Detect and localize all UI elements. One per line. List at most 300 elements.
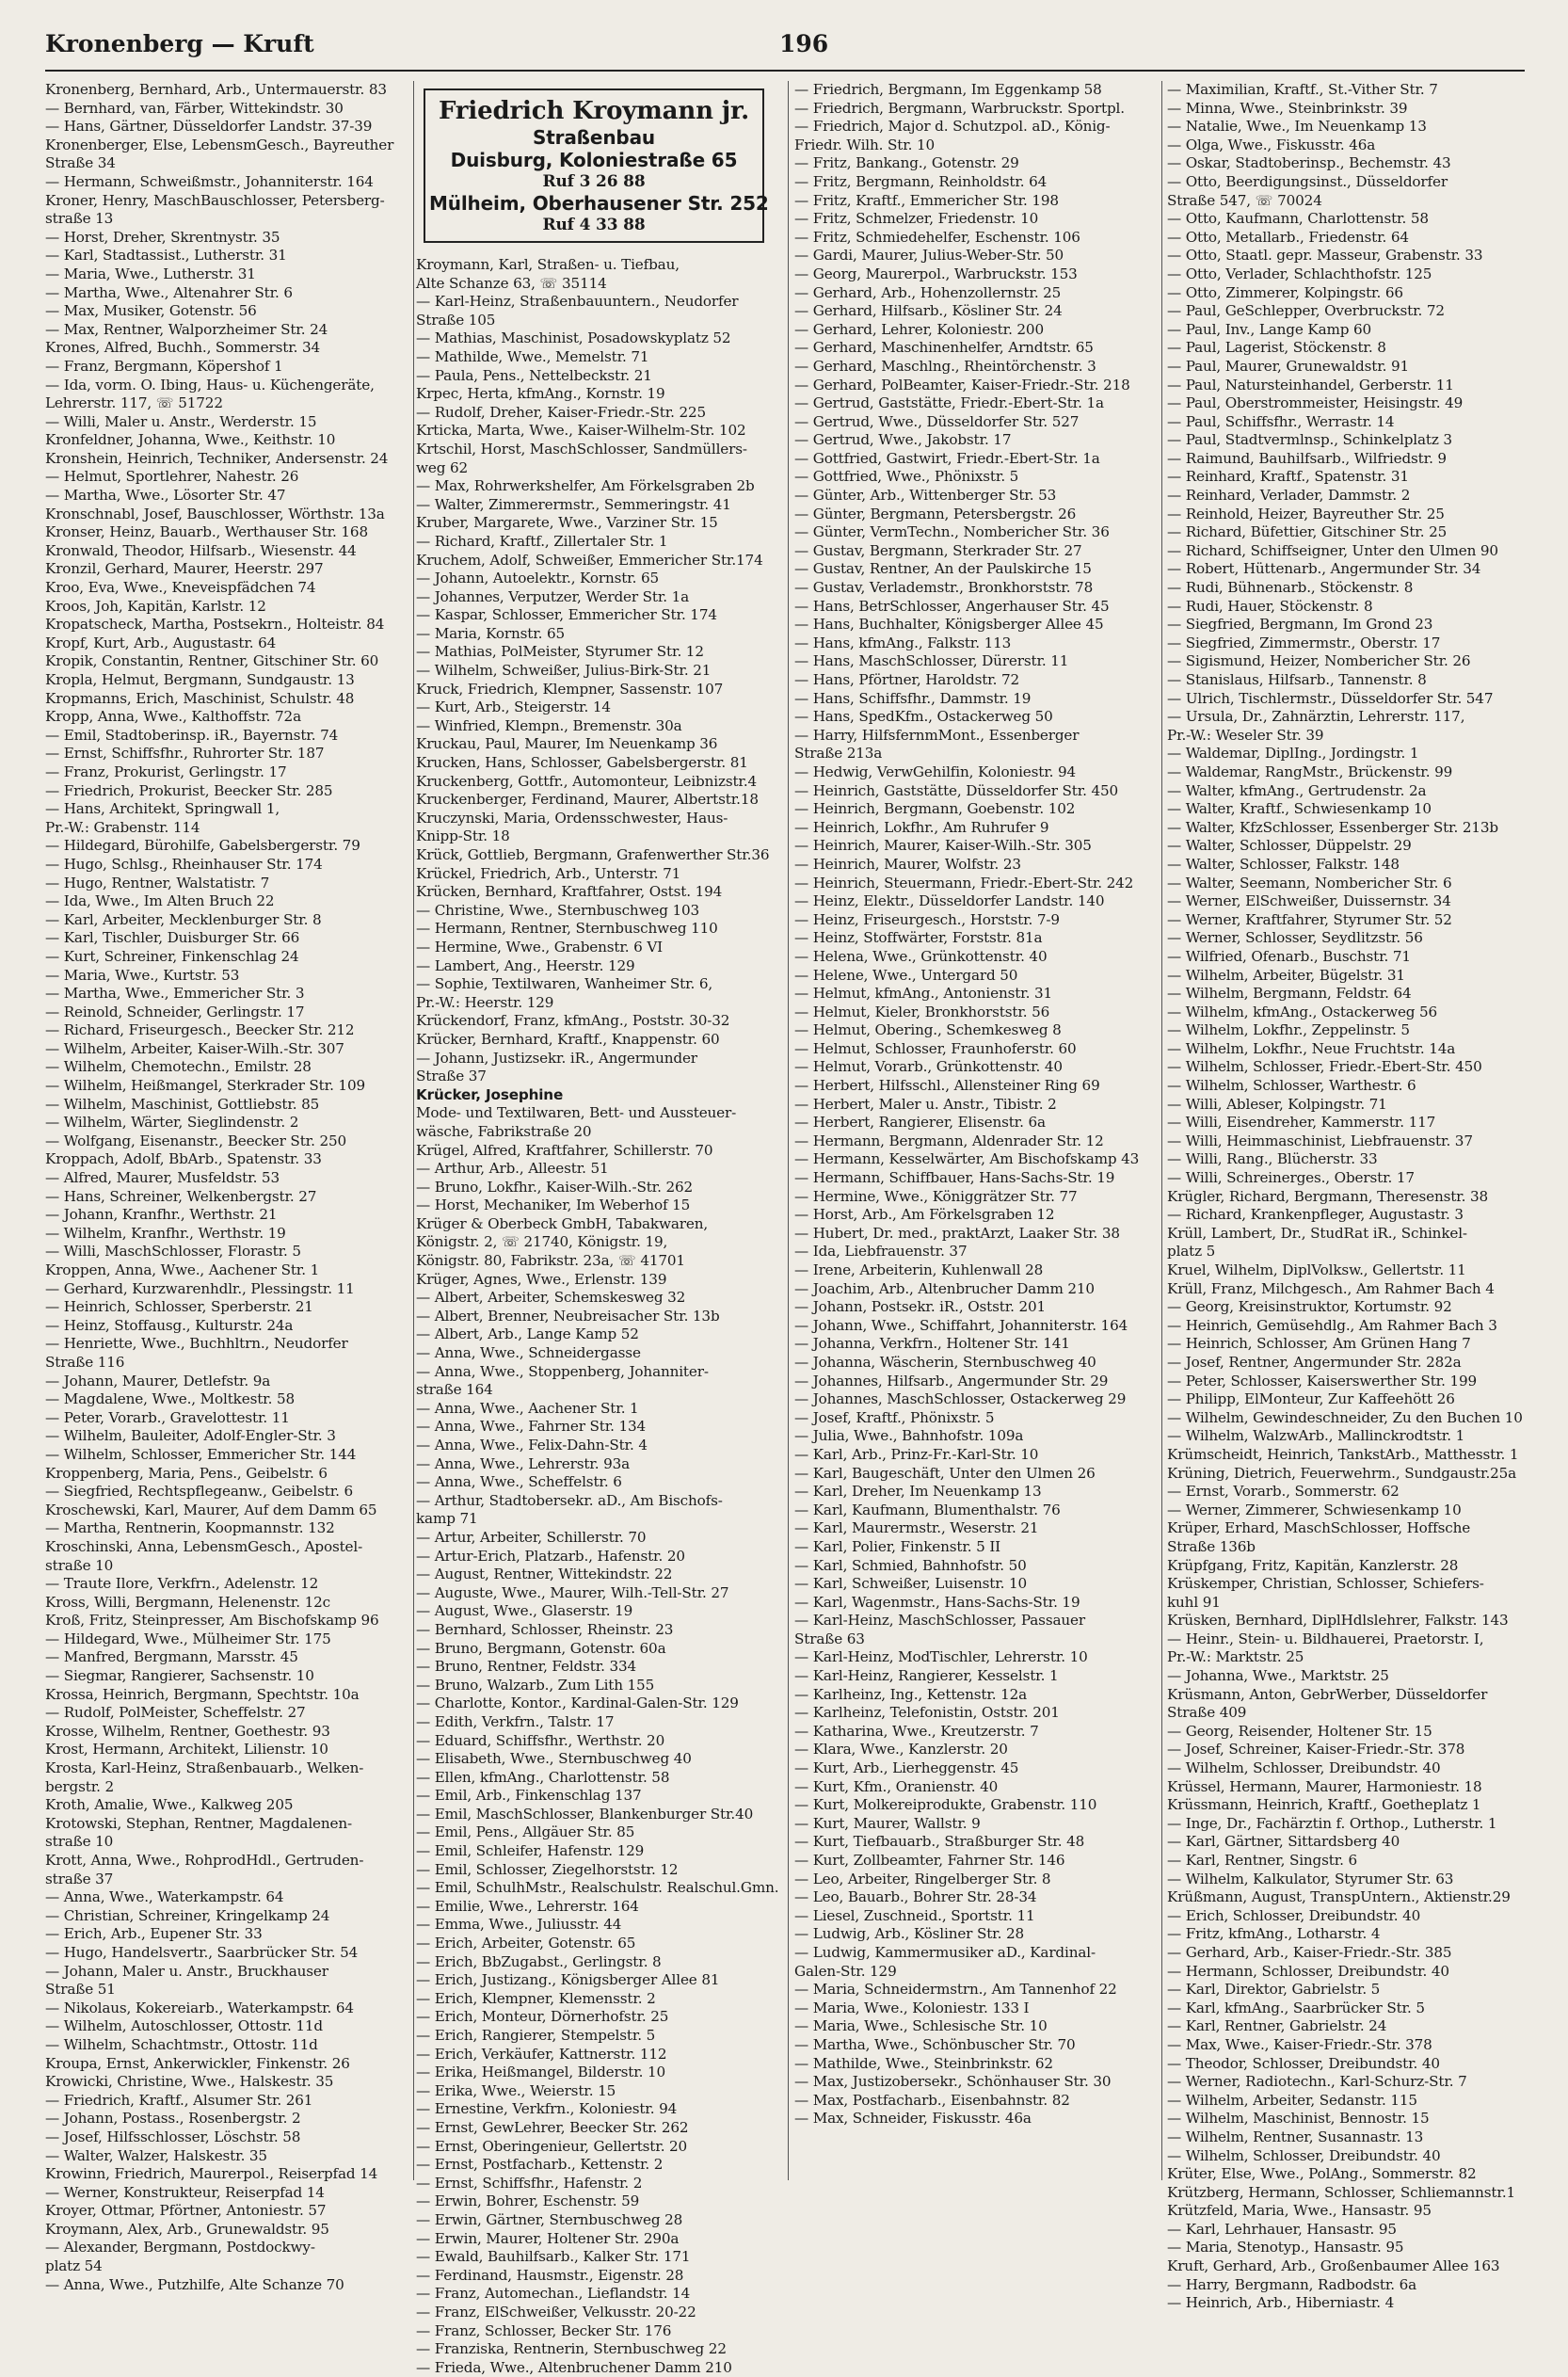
directory-entry: — Wilhelm, Bauleiter, Adolf-Engler-Str. 3: [45, 1427, 336, 1445]
directory-entry: — Hans, MaschSchlosser, Dürerstr. 11: [794, 652, 1069, 670]
directory-entry: — Karl, Schweißer, Luisenstr. 10: [794, 1575, 1028, 1593]
directory-entry: Kronser, Heinz, Bauarb., Werthauser Str. 168: [45, 523, 368, 541]
directory-entry: — Peter, Schlosser, Kaiserswerther Str. 199: [1167, 1372, 1477, 1389]
directory-entry: — Raimund, Bauhilfsarb., Wilfriedstr. 9: [1167, 449, 1447, 467]
directory-entry: — Johanna, Wwe., Marktstr. 25: [1167, 1667, 1389, 1685]
directory-entry: — Max, Musiker, Gotenstr. 56: [45, 302, 257, 320]
directory-entry: — Friedrich, Bergmann, Warbruckstr. Sportpl.: [794, 99, 1125, 117]
directory-entry: Kroyer, Ottmar, Pförtner, Antoniestr. 57: [45, 2202, 327, 2220]
directory-entry: platz 5: [1167, 1243, 1216, 1261]
page-number: 196: [779, 30, 829, 57]
directory-entry: Krossa, Heinrich, Bergmann, Spechtstr. 10a: [45, 1685, 360, 1703]
directory-entry: — Emilie, Wwe., Lehrerstr. 164: [416, 1897, 639, 1915]
directory-entry: — Artur-Erich, Platzarb., Hafenstr. 20: [416, 1547, 685, 1565]
directory-entry: — Liesel, Zuschneid., Sportstr. 11: [794, 1906, 1035, 1924]
directory-entry: — Willi, MaschSchlosser, Florastr. 5: [45, 1243, 301, 1261]
directory-entry: — Fritz, Schmiedehelfer, Eschenstr. 106: [794, 228, 1080, 246]
directory-entry: Krüssel, Hermann, Maurer, Harmoniestr. 18: [1167, 1777, 1482, 1795]
directory-entry: — Ida, vorm. O. Ibing, Haus- u. Küchengeräte,: [45, 376, 375, 393]
directory-entry: — Karl, Gärtner, Sittardsberg 40: [1167, 1833, 1400, 1851]
directory-entry: Galen-Str. 129: [794, 1962, 897, 1980]
directory-entry: Pr.-W.: Marktstr. 25: [1167, 1648, 1304, 1666]
directory-entry: Krüskemper, Christian, Schlosser, Schiefers-: [1167, 1575, 1484, 1593]
directory-entry: — Anna, Wwe., Aachener Str. 1: [416, 1399, 639, 1417]
directory-entry: Kronshein, Heinrich, Techniker, Andersenstr. 24: [45, 449, 389, 467]
directory-entry: — Inge, Dr., Fachärztin f. Orthop., Lutherstr. 1: [1167, 1814, 1497, 1832]
directory-entry: — Gerhard, Maschinenhelfer, Arndtstr. 65: [794, 339, 1094, 357]
directory-entry: — Heinrich, Lokfhr., Am Ruhrufer 9: [794, 818, 1049, 836]
directory-entry: — Fritz, Bergmann, Reinholdstr. 64: [794, 172, 1048, 190]
directory-entry: — Herbert, Maler u. Anstr., Tibistr. 2: [794, 1095, 1057, 1113]
directory-entry: — Albert, Brenner, Neubreisacher Str. 13b: [416, 1307, 720, 1325]
directory-entry: — Gerhard, Hilfsarb., Kösliner Str. 24: [794, 302, 1063, 320]
directory-entry: Kroupa, Ernst, Ankerwickler, Finkenstr. 26: [45, 2054, 350, 2072]
directory-entry: — Johann, Kranfhr., Werthstr. 21: [45, 1206, 278, 1224]
directory-entry: Krügel, Alfred, Kraftfahrer, Schillerstr. 70: [416, 1141, 713, 1159]
directory-entry: — Helene, Wwe., Untergard 50: [794, 966, 1018, 984]
directory-entry: — Fritz, kfmAng., Lotharstr. 4: [1167, 1925, 1381, 1943]
directory-entry: Krosse, Wilhelm, Rentner, Goethestr. 93: [45, 1722, 330, 1740]
directory-entry: — Robert, Hüttenarb., Angermunder Str. 34: [1167, 560, 1481, 578]
directory-entry: Kroppach, Adolf, BbArb., Spatenstr. 33: [45, 1150, 322, 1168]
directory-entry: Krücken, Bernhard, Kraftfahrer, Ostst. 194: [416, 883, 723, 901]
directory-entry: — Richard, Kraftf., Zillertaler Str. 1: [416, 532, 668, 550]
directory-entry: — Hermine, Wwe., Grabenstr. 6 VI: [416, 938, 664, 956]
directory-entry: — Josef, Schreiner, Kaiser-Friedr.-Str. 378: [1167, 1741, 1465, 1759]
directory-entry: Kropla, Helmut, Bergmann, Sundgaustr. 13: [45, 671, 355, 688]
directory-entry: Krost, Hermann, Architekt, Lilienstr. 10: [45, 1741, 328, 1759]
directory-entry: — Johannes, Verputzer, Werder Str. 1a: [416, 587, 690, 605]
directory-entry: — Ernestine, Verkfrn., Koloniestr. 94: [416, 2100, 678, 2118]
directory-entry: Mode- und Textilwaren, Bett- und Aussteuer-: [416, 1104, 737, 1122]
directory-entry: straße 13: [45, 210, 114, 228]
directory-entry: Krüll, Lambert, Dr., StudRat iR., Schinkel-: [1167, 1224, 1467, 1242]
directory-entry: — Werner, Kraftfahrer, Styrumer Str. 52: [1167, 910, 1452, 928]
directory-entry: — Emil, MaschSchlosser, Blankenburger Str.40: [416, 1805, 754, 1823]
directory-entry: — Emil, Pens., Allgäuer Str. 85: [416, 1823, 635, 1841]
directory-entry: Kruckau, Paul, Maurer, Im Neuenkamp 36: [416, 735, 718, 753]
directory-entry: — Karl, Schmied, Bahnhofstr. 50: [794, 1556, 1027, 1574]
directory-entry: — Waldemar, DiplIng., Jordingstr. 1: [1167, 745, 1419, 763]
directory-entry: — Otto, Beerdigungsinst., Düsseldorfer: [1167, 172, 1448, 190]
directory-entry: — Manfred, Bergmann, Marsstr. 45: [45, 1648, 298, 1666]
directory-entry: — Herbert, Hilfsschl., Allensteiner Ring 69: [794, 1077, 1100, 1095]
directory-entry: — Maximilian, Kraftf., St.-Vither Str. 7: [1167, 81, 1438, 98]
directory-entry: Kronzil, Gerhard, Maurer, Heerstr. 297: [45, 560, 324, 578]
directory-entry: Pr.-W.: Heerstr. 129: [416, 993, 554, 1011]
directory-entry: — Alexander, Bergmann, Postdockwy-: [45, 2239, 315, 2257]
directory-entry: — Walter, KfzSchlosser, Essenberger Str. 213b: [1167, 818, 1498, 836]
directory-entry: Krüning, Dietrich, Feuerwehrm., Sundgaustr.25a: [1167, 1464, 1517, 1482]
directory-entry: wäsche, Fabrikstraße 20: [416, 1122, 592, 1140]
directory-entry: — Heinz, Elektr., Düsseldorfer Landstr. 140: [794, 892, 1105, 910]
directory-entry: — Erwin, Bohrer, Eschenstr. 59: [416, 2192, 640, 2210]
directory-entry: — Willi, Schreinerges., Oberstr. 17: [1167, 1169, 1415, 1187]
column-3: [794, 81, 1150, 2180]
directory-entry: Kruckenberg, Gottfr., Automonteur, Leibnizstr.4: [416, 772, 758, 790]
directory-entry: — Erich, BbZugabst., Gerlingstr. 8: [416, 1952, 662, 1970]
directory-entry: — Christine, Wwe., Sternbuschweg 103: [416, 901, 700, 919]
directory-entry: Kruchem, Adolf, Schweißer, Emmericher Str.174: [416, 551, 763, 569]
directory-entry: — Kurt, Arb., Steigerstr. 14: [416, 699, 611, 716]
directory-entry: Pr.-W.: Weseler Str. 39: [1167, 726, 1324, 744]
directory-entry: — Werner, Schlosser, Seydlitzstr. 56: [1167, 929, 1423, 947]
directory-entry: Königstr. 2, ☏ 21740, Königstr. 19,: [416, 1233, 668, 1251]
directory-entry: — Paul, Oberstrommeister, Heisingstr. 49: [1167, 394, 1464, 412]
directory-entry: — Maria, Kornstr. 65: [416, 624, 566, 642]
directory-entry: Krücker, Josephine: [416, 1085, 564, 1103]
directory-entry: — Erich, Arb., Eupener Str. 33: [45, 1925, 263, 1943]
directory-entry: Kroymann, Alex, Arb., Grunewaldstr. 95: [45, 2220, 329, 2238]
directory-entry: — Kurt, Zollbeamter, Fahrner Str. 146: [794, 1852, 1065, 1869]
directory-entry: — Olga, Wwe., Fiskusstr. 46a: [1167, 136, 1376, 153]
directory-entry: — Katharina, Wwe., Kreutzerstr. 7: [794, 1722, 1039, 1740]
directory-entry: — Karl, kfmAng., Saarbrücker Str. 5: [1167, 1999, 1425, 2016]
directory-entry: — Otto, Staatl. gepr. Masseur, Grabenstr. 33: [1167, 247, 1483, 265]
directory-entry: — Otto, Metallarb., Friedenstr. 64: [1167, 228, 1409, 246]
directory-entry: — Willi, Heimmaschinist, Liebfrauenstr. 37: [1167, 1132, 1473, 1149]
directory-entry: — Max, Postfacharb., Eisenbahnstr. 82: [794, 2091, 1070, 2109]
directory-entry: Krosta, Karl-Heinz, Straßenbauarb., Welken-: [45, 1759, 364, 1777]
directory-entry: — Ludwig, Kammermusiker aD., Kardinal-: [794, 1943, 1096, 1961]
ad-line-2: Duisburg, Koloniestraße 65: [450, 149, 738, 171]
directory-entry: Krüsken, Bernhard, DiplHdlslehrer, Falkstr. 143: [1167, 1612, 1509, 1630]
directory-entry: — Paul, Schiffsfhr., Werrastr. 14: [1167, 412, 1395, 430]
directory-entry: — Werner, Konstrukteur, Reiserpfad 14: [45, 2183, 325, 2201]
directory-entry: — Wilhelm, Heißmangel, Sterkrader Str. 109: [45, 1077, 365, 1095]
directory-entry: — Bernhard, van, Färber, Wittekindstr. 30: [45, 99, 344, 117]
directory-entry: — Rudolf, Dreher, Kaiser-Friedr.-Str. 225: [416, 403, 707, 421]
directory-entry: straße 164: [416, 1381, 493, 1399]
directory-entry: — Josef, Hilfsschlosser, Löschstr. 58: [45, 2128, 301, 2145]
directory-entry: — Heinrich, Arb., Hiberniastr. 4: [1167, 2294, 1395, 2312]
directory-entry: — Magdalene, Wwe., Moltkestr. 58: [45, 1390, 295, 1408]
directory-entry: Krowinn, Friedrich, Maurerpol., Reiserpfad 14: [45, 2165, 378, 2183]
ad-line-1: Straßenbau: [532, 126, 656, 149]
directory-entry: — Gustav, Rentner, An der Paulskirche 15: [794, 560, 1092, 578]
directory-entry: — Wilhelm, Schlosser, Emmericher Str. 144: [45, 1445, 357, 1463]
directory-entry: — Wilhelm, Schlosser, Warthestr. 6: [1167, 1077, 1416, 1095]
directory-entry: Straße 63: [794, 1630, 865, 1647]
directory-entry: — Maria, Wwe., Schlesische Str. 10: [794, 2017, 1048, 2035]
directory-entry: — Herbert, Rangierer, Elisenstr. 6a: [794, 1114, 1046, 1132]
directory-entry: — Heinrich, Bergmann, Goebenstr. 102: [794, 800, 1076, 818]
directory-entry: Krügler, Richard, Bergmann, Theresenstr. 38: [1167, 1187, 1489, 1205]
directory-entry: Kropp, Anna, Wwe., Kalthoffstr. 72a: [45, 708, 301, 726]
directory-entry: — Johannes, MaschSchlosser, Ostackerweg 29: [794, 1390, 1127, 1408]
directory-entry: — Artur, Arbeiter, Schillerstr. 70: [416, 1528, 647, 1546]
directory-entry: — Auguste, Wwe., Maurer, Wilh.-Tell-Str. 27: [416, 1583, 729, 1601]
directory-entry: straße 10: [45, 1556, 114, 1574]
directory-entry: — Paula, Pens., Nettelbeckstr. 21: [416, 366, 652, 384]
directory-entry: — Erich, Rangierer, Stempelstr. 5: [416, 2027, 656, 2044]
directory-entry: — Franz, ElSchweißer, Velkusstr. 20-22: [416, 2303, 696, 2321]
directory-entry: — Johann, Postass., Rosenbergstr. 2: [45, 2110, 301, 2128]
directory-entry: — Kaspar, Schlosser, Emmericher Str. 174: [416, 606, 717, 624]
directory-entry: Krückendorf, Franz, kfmAng., Poststr. 30-32: [416, 1012, 730, 1030]
directory-entry: — Minna, Wwe., Steinbrinkstr. 39: [1167, 99, 1408, 117]
directory-entry: — Karl, Maurermstr., Weserstr. 21: [794, 1519, 1039, 1537]
directory-entry: Kroo, Eva, Wwe., Kneveispfädchen 74: [45, 579, 316, 597]
directory-entry: — Wilhelm, Maschinist, Bennostr. 15: [1167, 2110, 1430, 2128]
directory-entry: — Johann, Autoelektr., Kornstr. 65: [416, 570, 660, 587]
directory-entry: — Werner, ElSchweißer, Duissernstr. 34: [1167, 892, 1451, 910]
directory-entry: — Karl, Rentner, Gabrielstr. 24: [1167, 2017, 1387, 2035]
directory-entry: Krüssmann, Heinrich, Kraftf., Goetheplatz 1: [1167, 1796, 1481, 1814]
directory-entry: Krones, Alfred, Buchh., Sommerstr. 34: [45, 339, 321, 357]
directory-entry: — Karl, Kaufmann, Blumenthalstr. 76: [794, 1501, 1061, 1518]
ad-line-5: Ruf 4 33 88: [542, 216, 646, 234]
directory-entry: — Karl, Wagenmstr., Hans-Sachs-Str. 19: [794, 1593, 1080, 1611]
directory-entry: Kroppen, Anna, Wwe., Aachener Str. 1: [45, 1261, 320, 1278]
directory-entry: — Karl-Heinz, Straßenbauuntern., Neudorfer: [416, 293, 739, 311]
advertisement-box: [424, 88, 769, 243]
directory-entry: — Rudolf, PolMeister, Scheffelstr. 27: [45, 1704, 306, 1722]
directory-entry: — Erich, Schlosser, Dreibundstr. 40: [1167, 1906, 1421, 1924]
directory-entry: Kroschewski, Karl, Maurer, Auf dem Damm 65: [45, 1501, 377, 1518]
directory-entry: — Helmut, Vorarb., Grünkottenstr. 40: [794, 1058, 1063, 1076]
directory-entry: — Kurt, Schreiner, Finkenschlag 24: [45, 947, 299, 965]
directory-entry: — Georg, Maurerpol., Warbruckstr. 153: [794, 265, 1078, 282]
directory-entry: — Winfried, Klempn., Bremenstr. 30a: [416, 716, 682, 734]
directory-entry: Kroß, Fritz, Steinpresser, Am Bischofskamp 96: [45, 1612, 379, 1630]
directory-entry: — Helmut, kfmAng., Antonienstr. 31: [794, 985, 1052, 1003]
directory-entry: — Günter, Arb., Wittenberger Str. 53: [794, 487, 1057, 505]
directory-entry: — Harry, Bergmann, Radbodstr. 6a: [1167, 2275, 1417, 2293]
directory-entry: — Karlheinz, Telefonistin, Oststr. 201: [794, 1704, 1060, 1722]
directory-entry: Kroppenberg, Maria, Pens., Geibelstr. 6: [45, 1464, 328, 1482]
directory-entry: — Ellen, kfmAng., Charlottenstr. 58: [416, 1768, 670, 1786]
directory-entry: — Werner, Zimmerer, Schwiesenkamp 10: [1167, 1501, 1462, 1518]
directory-entry: — Hans, Pförtner, Haroldstr. 72: [794, 671, 1020, 688]
directory-entry: — Wilhelm, Arbeiter, Sedanstr. 115: [1167, 2091, 1417, 2109]
directory-entry: — Günter, Bergmann, Petersbergstr. 26: [794, 505, 1077, 522]
directory-entry: — Wilhelm, Lokfhr., Neue Fruchtstr. 14a: [1167, 1039, 1456, 1057]
directory-entry: — Harry, HilfsfernmMont., Essenberger: [794, 726, 1080, 744]
directory-entry: — Martha, Wwe., Lösorter Str. 47: [45, 487, 286, 505]
column-4: [1167, 81, 1523, 2312]
directory-entry: — Alfred, Maurer, Musfeldstr. 53: [45, 1169, 280, 1187]
directory-entry: — Wilhelm, Arbeiter, Bügelstr. 31: [1167, 966, 1405, 984]
directory-entry: — Mathias, Maschinist, Posadowskyplatz 52: [416, 329, 731, 347]
directory-entry: — Karl, Arb., Prinz-Fr.-Karl-Str. 10: [794, 1445, 1039, 1463]
directory-entry: weg 62: [416, 458, 468, 476]
directory-entry: — Sophie, Textilwaren, Wanheimer Str. 6,: [416, 975, 713, 993]
directory-entry: Straße 213a: [794, 745, 883, 763]
directory-entry: platz 54: [45, 2257, 103, 2275]
directory-entry: — Franziska, Rentnerin, Sternbuschweg 22: [416, 2340, 727, 2358]
directory-entry: — Walter, Seemann, Nombericher Str. 6: [1167, 874, 1452, 891]
directory-entry: Straße 409: [1167, 1704, 1247, 1722]
directory-entry: Krüger & Oberbeck GmbH, Tabakwaren,: [416, 1214, 709, 1232]
directory-entry: — Kurt, Arb., Lierheggenstr. 45: [794, 1759, 1019, 1777]
directory-entry: — Friedrich, Major d. Schutzpol. aD., König-: [794, 118, 1111, 136]
directory-entry: — Leo, Bauarb., Bohrer Str. 28-34: [794, 1888, 1037, 1906]
directory-entry: Kroner, Henry, MaschBauschlosser, Petersberg-: [45, 191, 385, 209]
directory-entry: — Franz, Automechan., Lieflandstr. 14: [416, 2285, 691, 2303]
directory-entry: — Emil, Schleifer, Hafenstr. 129: [416, 1842, 645, 1860]
directory-entry: — Hugo, Schlsg., Rheinhauser Str. 174: [45, 855, 323, 873]
directory-entry: — Gerhard, Lehrer, Koloniestr. 200: [794, 320, 1044, 338]
directory-entry: — Hans, Gärtner, Düsseldorfer Landstr. 37-39: [45, 118, 373, 136]
directory-entry: — Heinr., Stein- u. Bildhauerei, Praetorstr. I,: [1167, 1630, 1484, 1647]
directory-entry: — Fritz, Kraftf., Emmericher Str. 198: [794, 191, 1059, 209]
directory-entry: — Wilhelm, Arbeiter, Kaiser-Wilh.-Str. 307: [45, 1039, 344, 1057]
directory-entry: — Maria, Stenotyp., Hansastr. 95: [1167, 2239, 1404, 2257]
directory-entry: — Walter, Walzer, Halskestr. 35: [45, 2146, 267, 2164]
directory-entry: — Bruno, Lokfhr., Kaiser-Wilh.-Str. 262: [416, 1178, 693, 1196]
directory-entry: kuhl 91: [1167, 1593, 1221, 1611]
directory-entry: — Wilhelm, Wärter, Sieglindenstr. 2: [45, 1114, 299, 1132]
directory-entry: — Paul, Maurer, Grunewaldstr. 91: [1167, 357, 1410, 375]
directory-entry: — Wilhelm, Schachtmstr., Ottostr. 11d: [45, 2035, 318, 2053]
directory-entry: — Ernst, Oberingenieur, Gellertstr. 20: [416, 2137, 688, 2155]
directory-entry: Kruel, Wilhelm, DiplVolksw., Gellertstr. 11: [1167, 1261, 1466, 1278]
directory-entry: — Waldemar, RangMstr., Brückenstr. 99: [1167, 763, 1453, 780]
directory-entry: — Peter, Vorarb., Gravelottestr. 11: [45, 1408, 290, 1426]
directory-entry: — Reinold, Schneider, Gerlingstr. 17: [45, 1003, 305, 1020]
directory-entry: Krticka, Marta, Wwe., Kaiser-Wilhelm-Str. 102: [416, 422, 746, 440]
directory-entry: — Mathilde, Wwe., Steinbrinkstr. 62: [794, 2054, 1053, 2072]
directory-entry: — Otto, Zimmerer, Kolpingstr. 66: [1167, 283, 1403, 301]
directory-entry: Straße 37: [416, 1068, 487, 1085]
directory-entry: — Josef, Rentner, Angermunder Str. 282a: [1167, 1353, 1462, 1371]
directory-entry: — Paul, Stadtvermlnsp., Schinkelplatz 3: [1167, 431, 1452, 449]
directory-entry: — Wilhelm, Kranfhr., Werthstr. 19: [45, 1224, 286, 1242]
directory-entry: — Siegfried, Rechtspflegeanw., Geibelstr. 6: [45, 1483, 354, 1501]
directory-entry: — Helmut, Kieler, Bronkhorststr. 56: [794, 1003, 1050, 1020]
directory-entry: — Reinhard, Verlader, Dammstr. 2: [1167, 487, 1411, 505]
directory-entry: — Klara, Wwe., Kanzlerstr. 20: [794, 1741, 1008, 1759]
directory-entry: — Hans, Schiffsfhr., Dammstr. 19: [794, 689, 1032, 707]
directory-entry: — Heinrich, Gaststätte, Düsseldorfer Str. 450: [794, 781, 1119, 799]
directory-entry: Alte Schanze 63, ☏ 35114: [416, 274, 607, 292]
directory-entry: Krüpfgang, Fritz, Kapitän, Kanzlerstr. 28: [1167, 1556, 1459, 1574]
directory-entry: — Richard, Friseurgesch., Beecker Str. 212: [45, 1021, 355, 1039]
directory-entry: — Emil, Arb., Finkenschlag 137: [416, 1787, 642, 1805]
directory-entry: — Irene, Arbeiterin, Kuhlenwall 28: [794, 1261, 1044, 1278]
directory-entry: — Gerhard, Arb., Hohenzollernstr. 25: [794, 283, 1062, 301]
directory-entry: — Julia, Wwe., Bahnhofstr. 109a: [794, 1427, 1024, 1445]
directory-entry: — Siegfried, Zimmermstr., Oberstr. 17: [1167, 634, 1441, 651]
directory-entry: — Maria, Wwe., Koloniestr. 133 I: [794, 1999, 1030, 2016]
directory-entry: — Stanislaus, Hilfsarb., Tannenstr. 8: [1167, 671, 1427, 688]
directory-entry: — Richard, Büfettier, Gitschiner Str. 25: [1167, 523, 1448, 541]
directory-entry: straße 37: [45, 1870, 114, 1887]
directory-entry: — Maria, Wwe., Kurtstr. 53: [45, 966, 240, 984]
directory-entry: — Johanna, Wäscherin, Sternbuschweg 40: [794, 1353, 1096, 1371]
directory-entry: Krüper, Erhard, MaschSchlosser, Hoffsche: [1167, 1519, 1471, 1537]
directory-entry: Kruckenberger, Ferdinand, Maurer, Albertstr.18: [416, 791, 759, 809]
directory-entry: — Bernhard, Schlosser, Rheinstr. 23: [416, 1620, 674, 1638]
directory-entry: — Bruno, Bergmann, Gotenstr. 60a: [416, 1639, 666, 1657]
directory-entry: — Anna, Wwe., Lehrerstr. 93a: [416, 1454, 631, 1472]
directory-entry: — Walter, Kraftf., Schwiesenkamp 10: [1167, 800, 1432, 818]
directory-entry: Kroschinski, Anna, LebensmGesch., Apostel-: [45, 1537, 363, 1555]
directory-entry: — Wilhelm, Gewindeschneider, Zu den Buchen 10: [1167, 1408, 1523, 1426]
directory-entry: — Erwin, Gärtner, Sternbuschweg 28: [416, 2210, 683, 2228]
directory-entry: Kroos, Joh, Kapitän, Karlstr. 12: [45, 597, 266, 615]
directory-entry: — Hans, kfmAng., Falkstr. 113: [794, 634, 1012, 651]
directory-entry: — Georg, Kreisinstruktor, Kortumstr. 92: [1167, 1298, 1452, 1316]
directory-entry: Krotowski, Stephan, Rentner, Magdalenen-: [45, 1814, 352, 1832]
directory-entry: — Gertrud, Gaststätte, Friedr.-Ebert-Str. 1a: [794, 394, 1104, 412]
directory-entry: — Martha, Wwe., Schönbuscher Str. 70: [794, 2035, 1076, 2053]
running-head: Kronenberg — Kruft: [45, 30, 314, 57]
directory-entry: — Willi, Eisendreher, Kammerstr. 117: [1167, 1114, 1436, 1132]
directory-entry: — Friedrich, Bergmann, Im Eggenkamp 58: [794, 81, 1102, 98]
directory-entry: — Horst, Mechaniker, Im Weberhof 15: [416, 1197, 691, 1214]
directory-entry: — Ferdinand, Hausmstr., Eigenstr. 28: [416, 2266, 684, 2284]
directory-entry: — Anna, Wwe., Fahrner Str. 134: [416, 1418, 647, 1436]
directory-entry: Kropf, Kurt, Arb., Augustastr. 64: [45, 634, 277, 651]
directory-entry: — Albert, Arb., Lange Kamp 52: [416, 1325, 639, 1343]
directory-entry: — Gottfried, Gastwirt, Friedr.-Ebert-Str. 1a: [794, 449, 1100, 467]
directory-entry: — Hedwig, VerwGehilfin, Koloniestr. 94: [794, 763, 1077, 780]
directory-entry: — August, Wwe., Glaserstr. 19: [416, 1602, 633, 1620]
directory-entry: — Erika, Heißmangel, Bilderstr. 10: [416, 2064, 666, 2081]
directory-entry: — Ernst, Schiffsfhr., Hafenstr. 2: [416, 2174, 643, 2192]
directory-entry: Straße 34: [45, 154, 116, 172]
directory-entry: — Traute Ilore, Verkfrn., Adelenstr. 12: [45, 1575, 319, 1593]
directory-entry: — Gustav, Verlademstr., Bronkhorststr. 78: [794, 579, 1094, 597]
directory-entry: — Paul, Lagerist, Stöckenstr. 8: [1167, 339, 1386, 357]
directory-entry: — Natalie, Wwe., Im Neuenkamp 13: [1167, 118, 1427, 136]
directory-entry: — Max, Rentner, Walporzheimer Str. 24: [45, 320, 328, 338]
directory-entry: — Karl, Lehrhauer, Hansastr. 95: [1167, 2220, 1397, 2238]
directory-entry: — Albert, Arbeiter, Schemskesweg 32: [416, 1289, 686, 1307]
directory-entry: Kropik, Constantin, Rentner, Gitschiner Str. 60: [45, 652, 379, 670]
directory-entry: — Fritz, Bankang., Gotenstr. 29: [794, 154, 1019, 172]
directory-entry: — Johann, Maurer, Detlefstr. 9a: [45, 1372, 271, 1389]
directory-entry: — Heinrich, Gemüsehdlg., Am Rahmer Bach 3: [1167, 1316, 1497, 1334]
directory-entry: — Walter, Zimmerermstr., Semmeringstr. 41: [416, 495, 731, 513]
directory-entry: — Karl, Baugeschäft, Unter den Ulmen 26: [794, 1464, 1096, 1482]
directory-entry: — Richard, Krankenpfleger, Augustastr. 3: [1167, 1206, 1464, 1224]
directory-entry: — Horst, Dreher, Skrentnystr. 35: [45, 228, 280, 246]
directory-entry: — Karl-Heinz, Rangierer, Kesselstr. 1: [794, 1667, 1059, 1685]
directory-entry: — Johanna, Verkfrn., Holtener Str. 141: [794, 1335, 1070, 1353]
directory-entry: — Rudi, Bühnenarb., Stöckenstr. 8: [1167, 579, 1414, 597]
directory-entry: — Helmut, Sportlehrer, Nahestr. 26: [45, 468, 299, 486]
directory-entry: Kruft, Gerhard, Arb., Großenbaumer Allee 163: [1167, 2257, 1500, 2275]
ad-line-4: Mülheim, Oberhausener Str. 252: [429, 192, 769, 215]
directory-entry: Krüßmann, August, TranspUntern., Aktienstr.29: [1167, 1888, 1511, 1906]
directory-entry: — Otto, Verlader, Schlachthofstr. 125: [1167, 265, 1432, 282]
directory-entry: straße 10: [45, 1833, 114, 1851]
directory-entry: — Gerhard, PolBeamter, Kaiser-Friedr.-Str. 218: [794, 376, 1130, 393]
directory-entry: — Wilhelm, Schweißer, Julius-Birk-Str. 21: [416, 662, 712, 680]
directory-entry: — Kurt, Molkereiprodukte, Grabenstr. 110: [794, 1796, 1097, 1814]
directory-entry: — Christian, Schreiner, Kringelkamp 24: [45, 1906, 330, 1924]
directory-entry: — Wilhelm, Chemotechn., Emilstr. 28: [45, 1058, 312, 1076]
directory-entry: Krüsmann, Anton, GebrWerber, Düsseldorfer: [1167, 1685, 1488, 1703]
directory-entry: bergstr. 2: [45, 1777, 114, 1795]
directory-entry: Kroth, Amalie, Wwe., Kalkweg 205: [45, 1796, 294, 1814]
directory-entry: — Kurt, Kfm., Oranienstr. 40: [794, 1777, 999, 1795]
directory-entry: Kruczynski, Maria, Ordensschwester, Haus-: [416, 809, 728, 827]
directory-entry: — Ernst, Vorarb., Sommerstr. 62: [1167, 1483, 1400, 1501]
directory-entry: — Wilhelm, Rentner, Susannastr. 13: [1167, 2128, 1424, 2145]
directory-columns: [45, 81, 1525, 2376]
directory-entry: — Johann, Maler u. Anstr., Bruckhauser: [45, 1962, 328, 1980]
directory-entry: — Hermann, Rentner, Sternbuschweg 110: [416, 920, 718, 938]
directory-entry: — Wilfried, Ofenarb., Buschstr. 71: [1167, 947, 1411, 965]
directory-entry: Krücker, Bernhard, Kraftf., Knappenstr. 60: [416, 1030, 720, 1048]
directory-entry: — Theodor, Schlosser, Dreibundstr. 40: [1167, 2054, 1440, 2072]
directory-entry: — Ludwig, Arb., Kösliner Str. 28: [794, 1925, 1024, 1943]
directory-entry: — Erich, Justizang., Königsberger Allee 81: [416, 1971, 720, 1989]
